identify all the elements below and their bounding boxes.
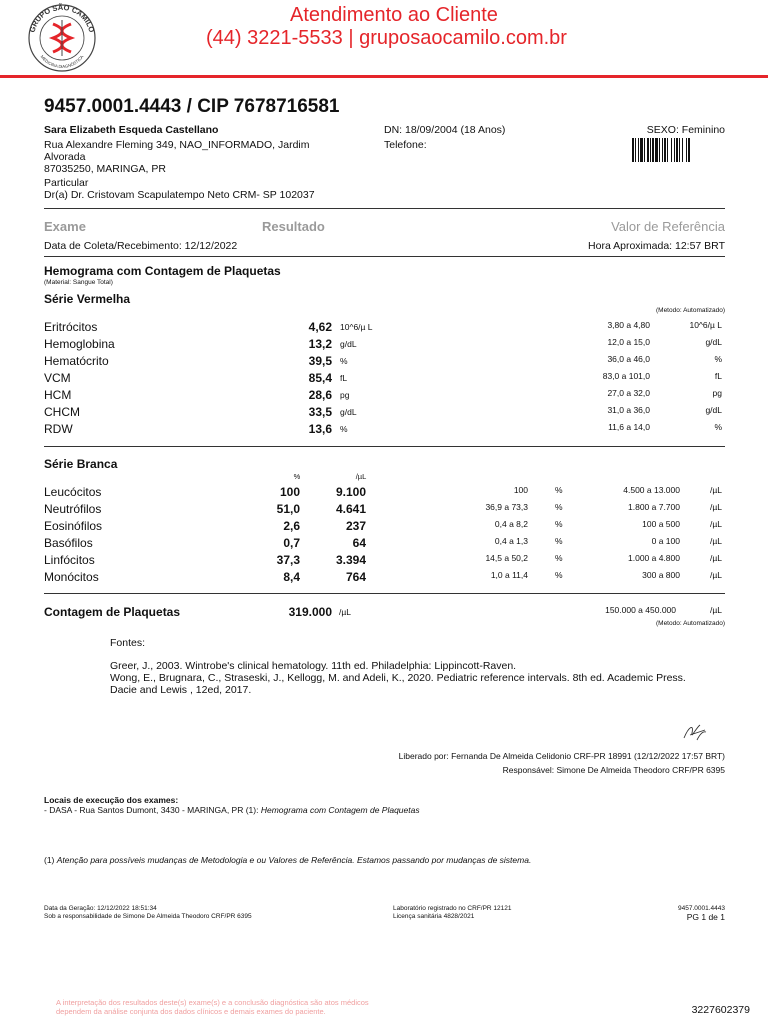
red-row-value: 13,2: [308, 337, 332, 351]
header-contact: (44) 3221-5533 | gruposaocamilo.com.br: [206, 27, 567, 49]
white-row-reference-absolute: 300 a 800: [642, 570, 680, 580]
platelets-label: Contagem de Plaquetas: [44, 605, 181, 619]
red-row-value: 4,62: [308, 320, 332, 334]
red-row-value: 13,6: [308, 422, 332, 436]
patient-name: Sara Elizabeth Esqueda Castellano: [44, 124, 219, 136]
white-row-percent-unit: %: [555, 519, 563, 529]
white-row-percent-unit: %: [555, 553, 563, 563]
divider: [44, 446, 725, 447]
patient-phone: Telefone:: [384, 139, 427, 151]
column-result: Resultado: [262, 219, 325, 234]
red-series-title: Série Vermelha: [44, 292, 131, 306]
column-reference: Valor de Referência: [611, 219, 725, 234]
red-row-reference-unit: 10^6/µ L: [689, 320, 722, 330]
white-row-name: Eosinófilos: [44, 519, 103, 533]
white-row-reference-percent: 14,5 a 50,2: [485, 553, 528, 563]
header-rule: [0, 75, 768, 78]
exam-material: (Material: Sangue Total): [44, 279, 113, 286]
logo-text-bottom: MEDICINA DIAGNÓSTICA: [39, 54, 85, 70]
patient-address-line1: Rua Alexandre Fleming 349, NAO_INFORMADO, Jardim: [44, 139, 310, 151]
responsible: Responsável: Simone De Almeida Theodoro CRF/PR 6395: [502, 765, 725, 775]
white-row-percent: 2,6: [283, 519, 300, 533]
platelets-method: (Metodo: Automatizado): [655, 620, 725, 627]
white-row-percent: 100: [279, 485, 300, 499]
white-row-name: Basófilos: [44, 536, 93, 550]
platelets-reference: 150.000 a 450.000: [605, 605, 676, 615]
red-row-name: VCM: [44, 371, 71, 385]
exam-title: Hemograma com Contagem de Plaquetas: [44, 264, 281, 278]
patient-plan: Particular: [44, 177, 89, 189]
white-row-reference-percent: 1,0 a 11,4: [490, 570, 528, 580]
red-row-reference-unit: fL: [714, 371, 722, 381]
white-row-reference-percent: 0,4 a 8,2: [494, 519, 528, 529]
red-row-unit: %: [340, 356, 348, 366]
red-row-name: HCM: [44, 388, 72, 402]
patient-doctor: Dr(a) Dr. Cristovam Scapulatempo Neto CRM- SP 102037: [44, 189, 315, 201]
logo-text-top: GRUPO SÃO CAMILO: [27, 2, 97, 34]
signature: [680, 720, 710, 749]
platelets-reference-unit: /µL: [710, 605, 722, 615]
white-row-name: Neutrófilos: [44, 502, 102, 516]
red-row-unit: fL: [340, 373, 348, 383]
white-row-percent-unit: %: [555, 502, 563, 512]
red-row-value: 28,6: [308, 388, 332, 402]
white-row-absolute: 764: [345, 570, 366, 584]
header-title: Atendimento ao Cliente: [290, 4, 498, 26]
source-line: Dacie and Lewis , 12ed, 2017.: [110, 684, 252, 696]
red-row-reference: 36,0 a 46,0: [607, 354, 650, 364]
white-row-reference-absolute: 1.800 a 7.700: [628, 502, 680, 512]
red-row-unit: g/dL: [340, 339, 357, 349]
sanitary-license: Licença sanitária 4828/2021: [393, 913, 475, 920]
white-row-absolute-unit: /µL: [710, 485, 722, 495]
red-row-reference-unit: pg: [712, 388, 722, 398]
released-by: Liberado por: Fernanda De Almeida Celidonio CRF-PR 18991 (12/12/2022 17:57 BRT): [398, 751, 725, 761]
source-line: Wong, E., Brugnara, C., Straseski, J., Kellogg, M. and Adeli, K., 2020. Pediatric reference intervals. 8th ed. Academic Press.: [110, 672, 686, 684]
white-row-absolute-unit: /µL: [710, 536, 722, 546]
white-col-absolute: /µL: [355, 472, 367, 481]
white-row-absolute: 3.394: [335, 553, 366, 567]
red-row-value: 39,5: [308, 354, 332, 368]
white-row-reference-percent: 36,9 a 73,3: [485, 502, 528, 512]
white-row-percent: 51,0: [276, 502, 300, 516]
red-row-unit: 10^6/µ L: [340, 322, 373, 332]
sources-label: Fontes:: [110, 637, 146, 649]
patient-birthdate: DN: 18/09/2004 (18 Anos): [384, 124, 506, 136]
white-row-percent: 0,7: [283, 536, 300, 550]
red-row-name: Eritrócitos: [44, 320, 98, 334]
white-row-absolute: 237: [345, 519, 366, 533]
red-row-reference-unit: g/dL: [705, 337, 722, 347]
white-series-title: Série Branca: [44, 457, 118, 471]
collection-time: Hora Aproximada: 12:57 BRT: [588, 240, 725, 252]
red-row-name: RDW: [44, 422, 73, 436]
white-row-absolute: 64: [352, 536, 366, 550]
red-row-reference-unit: %: [714, 354, 722, 364]
white-row-absolute-unit: /µL: [710, 502, 722, 512]
exam-id-title: 9457.0001.4443 / CIP 7678716581: [44, 96, 340, 117]
red-row-unit: pg: [340, 390, 350, 400]
footer-order-number: 9457.0001.4443: [678, 905, 725, 912]
white-row-name: Monócitos: [44, 570, 99, 584]
white-row-absolute: 9.100: [335, 485, 366, 499]
red-row-reference: 83,0 a 101,0: [602, 371, 650, 381]
patient-sex: SEXO: Feminino: [646, 124, 725, 136]
red-row-unit: %: [340, 424, 348, 434]
execution-line: - DASA - Rua Santos Dumont, 3430 - MARINGA, PR (1): Hemograma com Contagem de Plaquetas: [44, 805, 420, 815]
platelets-unit: /µL: [339, 607, 351, 617]
white-row-reference-absolute: 1.000 a 4.800: [628, 553, 680, 563]
collection-date: Data de Coleta/Recebimento: 12/12/2022: [44, 240, 238, 252]
red-row-name: CHCM: [44, 405, 80, 419]
white-row-name: Linfócitos: [44, 553, 95, 567]
white-row-reference-absolute: 100 a 500: [642, 519, 680, 529]
white-row-absolute: 4.641: [335, 502, 366, 516]
red-row-value: 33,5: [308, 405, 332, 419]
red-row-name: Hematócrito: [44, 354, 109, 368]
disclaimer-line1: A interpretação dos resultados deste(s) exame(s) e a conclusão diagnóstica são atos médicos: [56, 998, 369, 1007]
white-col-percent: %: [293, 472, 301, 481]
white-row-absolute-unit: /µL: [710, 553, 722, 563]
white-row-percent: 37,3: [276, 553, 300, 567]
white-row-percent: 8,4: [283, 570, 300, 584]
page-number: PG 1 de 1: [686, 912, 725, 922]
red-row-reference: 11,6 a 14,0: [608, 422, 650, 432]
white-row-reference-absolute: 0 a 100: [651, 536, 680, 546]
lab-registration: Laboratório registrado no CRF/PR 12121: [393, 905, 512, 912]
red-row-reference: 3,80 a 4,80: [607, 320, 650, 330]
white-row-reference-percent: 100: [513, 485, 528, 495]
method-note: (Metodo: Automatizado): [655, 307, 725, 314]
white-row-name: Leucócitos: [44, 485, 102, 499]
red-row-reference-unit: %: [714, 422, 722, 432]
document-code: 3227602379: [691, 1004, 750, 1016]
patient-address-line2: Alvorada: [44, 151, 86, 163]
generation-responsible: Sob a responsabilidade de Simone De Almeida Theodoro CRF/PR 6395: [44, 913, 252, 920]
company-logo: [22, 2, 102, 74]
white-row-percent-unit: %: [555, 536, 563, 546]
system-notice: (1) Atenção para possíveis mudanças de Metodologia e ou Valores de Referência. Estamos passando por mudanças de sistema.: [44, 855, 532, 865]
white-row-percent-unit: %: [555, 570, 563, 580]
red-row-value: 85,4: [308, 371, 332, 385]
patient-address-line3: 87035250, MARINGA, PR: [44, 163, 166, 175]
barcode: [632, 138, 724, 162]
red-row-unit: g/dL: [340, 407, 357, 417]
red-row-reference: 12,0 a 15,0: [607, 337, 650, 347]
white-row-absolute-unit: /µL: [710, 570, 722, 580]
generation-date: Data da Geração: 12/12/2022 18:51:34: [44, 905, 157, 912]
white-row-absolute-unit: /µL: [710, 519, 722, 529]
disclaimer-line2: dependem da análise conjunta dos dados clínicos e demais exames do paciente.: [56, 1007, 326, 1016]
platelets-value: 319.000: [288, 605, 332, 619]
divider: [44, 256, 725, 257]
red-row-reference: 27,0 a 32,0: [607, 388, 650, 398]
white-row-reference-absolute: 4.500 a 13.000: [623, 485, 680, 495]
execution-title: Locais de execução dos exames:: [44, 795, 179, 805]
red-row-name: Hemoglobina: [44, 337, 115, 351]
column-exam: Exame: [44, 219, 86, 234]
red-row-reference: 31,0 a 36,0: [607, 405, 650, 415]
white-row-reference-percent: 0,4 a 1,3: [494, 536, 528, 546]
divider: [44, 208, 725, 209]
white-row-percent-unit: %: [555, 485, 563, 495]
source-line: Greer, J., 2003. Wintrobe's clinical hematology. 11th ed. Philadelphia: Lippincott-Raven.: [110, 660, 517, 672]
red-row-reference-unit: g/dL: [705, 405, 722, 415]
divider: [44, 593, 725, 594]
